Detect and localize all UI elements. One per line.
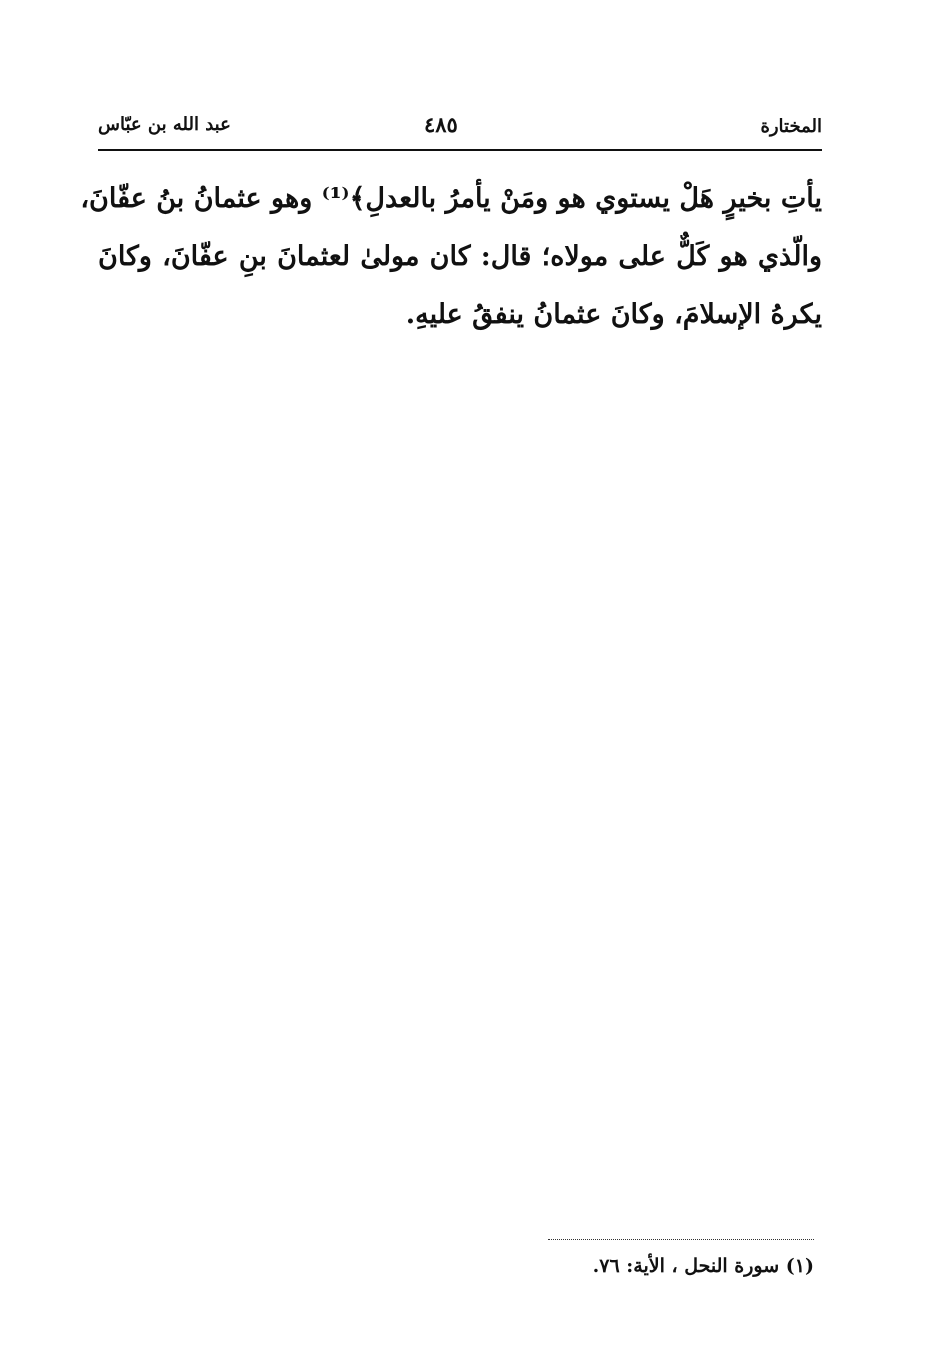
chapter-title: عبد الله بن عبّاس	[98, 114, 231, 135]
main-text	[80, 170, 822, 344]
book-title: المختارة	[760, 116, 822, 137]
footnote-divider	[548, 1239, 814, 1240]
text-line: والّذي هو كَلٌّ على مولاه؛ قال: كان مولىٰ لعثمانَ بنِ عفّانَ، وكانَ	[98, 241, 822, 272]
page-number: ٤٨٥	[424, 112, 458, 137]
text-line: يكرهُ الإسلامَ، وكانَ عثمانُ ينفقُ عليهِ.	[405, 299, 822, 330]
page-header	[98, 104, 822, 148]
footnote: (١) سورة النحل ، الأية: ٧٦.	[592, 1255, 814, 1277]
header-divider	[98, 149, 822, 151]
text-line: يأتِ بخيرٍ هَلْ يستوي هو ومَنْ يأمرُ بالعدلِ﴾⁽¹⁾ وهو عثمانُ بنُ عفّانَ،	[80, 183, 822, 214]
